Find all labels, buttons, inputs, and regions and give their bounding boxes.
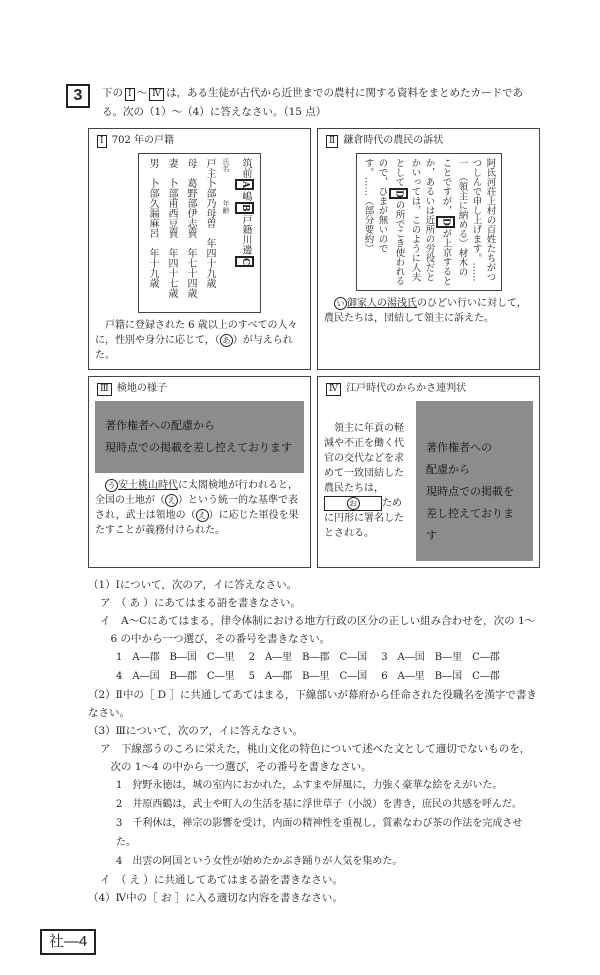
card-grid <box>88 128 540 568</box>
option: 3 千利休は，禅宗の影響を受け，内面の精神性を重視し，質素なわび茶の作法を完成させた。 <box>116 818 523 848</box>
register-col-5 <box>145 158 159 308</box>
question-3i: イ （ え ）に共通してあてはまる語を書きなさい。 <box>100 874 343 886</box>
text: 差し控えております <box>426 507 514 542</box>
answer-box-o <box>324 496 382 511</box>
option: 5 A―郡 B―里 C―国 <box>248 671 368 682</box>
card-label: Ⅲ <box>97 383 112 396</box>
intro-text <box>102 84 540 122</box>
card-header <box>95 382 304 396</box>
card-title: 鎌倉時代の農民の訴状 <box>343 135 444 146</box>
card-header <box>324 134 533 148</box>
card-3 <box>88 376 311 568</box>
text: 一 （領主に納める）材木のことですが， <box>440 158 468 277</box>
text: 領主に年貢の軽減や不正を働く代官の交代などを求めて一致団結した農民たちは， <box>324 423 404 494</box>
option: 1 A―郡 B―国 C―里 <box>116 652 235 663</box>
q1-options <box>88 648 540 686</box>
card-2 <box>317 128 540 370</box>
label-iv: Ⅳ <box>149 88 164 101</box>
question-header <box>66 84 540 122</box>
question-2: （2）Ⅱ中の［ D ］に共通してあてはまる，下線部いが幕府から任命された役職名を漢字で書きなさい。 <box>88 689 537 719</box>
text: 戸主卜部乃母曽 <box>204 158 215 228</box>
mark-a: あ <box>220 334 233 347</box>
card-1 <box>88 128 311 370</box>
mark-i: い <box>334 297 347 310</box>
text: 年十九歳 <box>147 248 158 288</box>
mark-e: え <box>165 494 178 507</box>
question-4: （4）Ⅳ中の［ お ］に入る適切な内容を書きなさい。 <box>88 892 343 904</box>
text: に太閤検地が行われると，全国の土地が（ <box>95 480 298 506</box>
register-labels <box>221 158 230 308</box>
register-col-4 <box>164 158 178 308</box>
card-caption <box>95 478 304 538</box>
option: 6 A―里 B―国 C―郡 <box>381 671 500 682</box>
card-text <box>324 401 410 561</box>
text: 著作権者への <box>426 441 492 454</box>
text: 筑前 <box>240 158 251 178</box>
text: 嶋 <box>240 190 251 201</box>
text: の所でこき使われるので，ひまが無いのです。…… <box>362 158 405 286</box>
text: のひどい行いに対して，農民たちは，団結して領主に訴えた。 <box>324 298 527 324</box>
option: 2 A―里 B―郡 C―国 <box>248 652 368 663</box>
family-register <box>138 153 261 313</box>
box-c: C <box>235 256 254 267</box>
text: 著作権者への配慮から <box>105 419 215 432</box>
name-label: 氏名 <box>222 158 230 172</box>
mark-e: え <box>196 509 209 522</box>
option: 4 A―国 B―郡 C―里 <box>116 671 235 682</box>
text: ）が与えられた。 <box>95 335 293 361</box>
card-label: Ⅱ <box>326 135 338 148</box>
option: 2 井原西鶴は，武士や町人の生活を基に浮世草子（小説）を書き，庶民の共感を呼んだ。 <box>116 799 522 810</box>
page-number: 社―4 <box>40 929 96 955</box>
text: 母 葛野部伊志賣 <box>185 158 196 238</box>
image-placeholder <box>416 401 533 561</box>
card-label: Ⅰ <box>97 135 107 148</box>
image-placeholder <box>95 401 304 473</box>
box-d: D <box>389 188 408 200</box>
option: 4 出雲の阿国という女性が始めたかぶき踊りが人気を集めた。 <box>116 856 403 867</box>
box-a: A <box>235 179 254 190</box>
card-header <box>324 382 533 396</box>
question-1: （1）Ⅰについて，次のア，イに答えなさい。 <box>88 579 298 591</box>
text: 年四十七歳 <box>166 248 177 298</box>
card-header <box>95 134 304 148</box>
mark-o: お <box>347 497 360 510</box>
text: 戸籍川邊 <box>240 214 251 255</box>
text: 現時点での掲載を <box>426 485 514 498</box>
card-body <box>324 401 533 561</box>
petition-wrapper <box>324 153 533 291</box>
text: 阿氐河荘上村の百姓たちがつつしんで申し上げます。…… <box>470 158 496 282</box>
card-title: 検地の様子 <box>116 383 167 394</box>
questions <box>88 576 540 907</box>
card-title: 江戸時代のからかさ連判状 <box>346 383 467 394</box>
underline-text: 安土桃山時代 <box>118 480 178 491</box>
text: 年四十九歳 <box>204 238 215 288</box>
card-label: Ⅳ <box>326 383 341 396</box>
intro-pre: 下の <box>102 87 123 99</box>
card-4 <box>317 376 540 568</box>
option: 3 A―国 B―里 C―郡 <box>381 652 500 663</box>
intro-body: は，ある生徒が古代から近世までの農村に関する資料をまとめたカードである。次の（1）～（4）に答えなさい。（15 点） <box>102 87 524 118</box>
text: 配慮から <box>426 463 470 476</box>
text: 現時点での掲載を差し控えております <box>105 441 292 454</box>
text: ）に応じた軍役を果たすことが義務付けられた。 <box>95 510 299 536</box>
text: 戸籍に登録された 6 歳以上のすべての人々に，性別や身分に応じて，（ <box>95 320 298 346</box>
card-title: 702 年の戸籍 <box>111 135 175 146</box>
card-caption <box>95 318 304 363</box>
age-label: 年齢 <box>222 200 230 214</box>
question-number: 3 <box>66 84 90 108</box>
text: （部分要約） <box>362 196 374 253</box>
q3-options <box>88 776 540 871</box>
text: ）という統一的な基準で表され，武士は領地の（ <box>95 495 298 521</box>
tilde: ～ <box>136 87 148 99</box>
question-3a: ア 下線部うのころに栄えた，桃山文化の特色について述べた文として適切でないものを，次の 1～4 の中から一つ選び，その番号を書きなさい。 <box>100 743 531 773</box>
option: 1 狩野永徳は，城の室内におかれた，ふすまや屏風に，力強く豪華な絵をえがいた。 <box>116 780 503 791</box>
text: 年七十四歳 <box>185 248 196 298</box>
petition-document <box>356 153 502 291</box>
question-1a: ア （ あ ）にあてはまる語を書きなさい。 <box>100 597 301 609</box>
question-1i: イ A～Cにあてはまる，律令体制における地方行政の区分の正しい組み合わせを，次の 1～6 の中から一つ選び，その番号を書きなさい。 <box>100 615 536 645</box>
text: 男 卜部久漏麻呂 <box>147 158 158 238</box>
underline-text: 御家人の湯浅氏 <box>347 298 417 309</box>
label-i: Ⅰ <box>125 88 135 101</box>
card-caption <box>324 296 533 326</box>
box-b: B <box>235 202 254 214</box>
register-col-1 <box>235 158 254 308</box>
question-3: （3）Ⅲについて，次のア，イに答えなさい。 <box>88 725 304 737</box>
box-d: D <box>436 216 455 228</box>
register-col-2 <box>202 158 216 308</box>
text: ために円形に署名したとされる。 <box>324 498 404 539</box>
text: 妻 卜部甫西豆賣 <box>166 158 177 238</box>
mark-u: う <box>105 479 118 492</box>
register-col-3 <box>183 158 197 308</box>
text: が上京するとか，あるいは近所の労役だとかいっては，このように人夫として <box>393 158 452 286</box>
